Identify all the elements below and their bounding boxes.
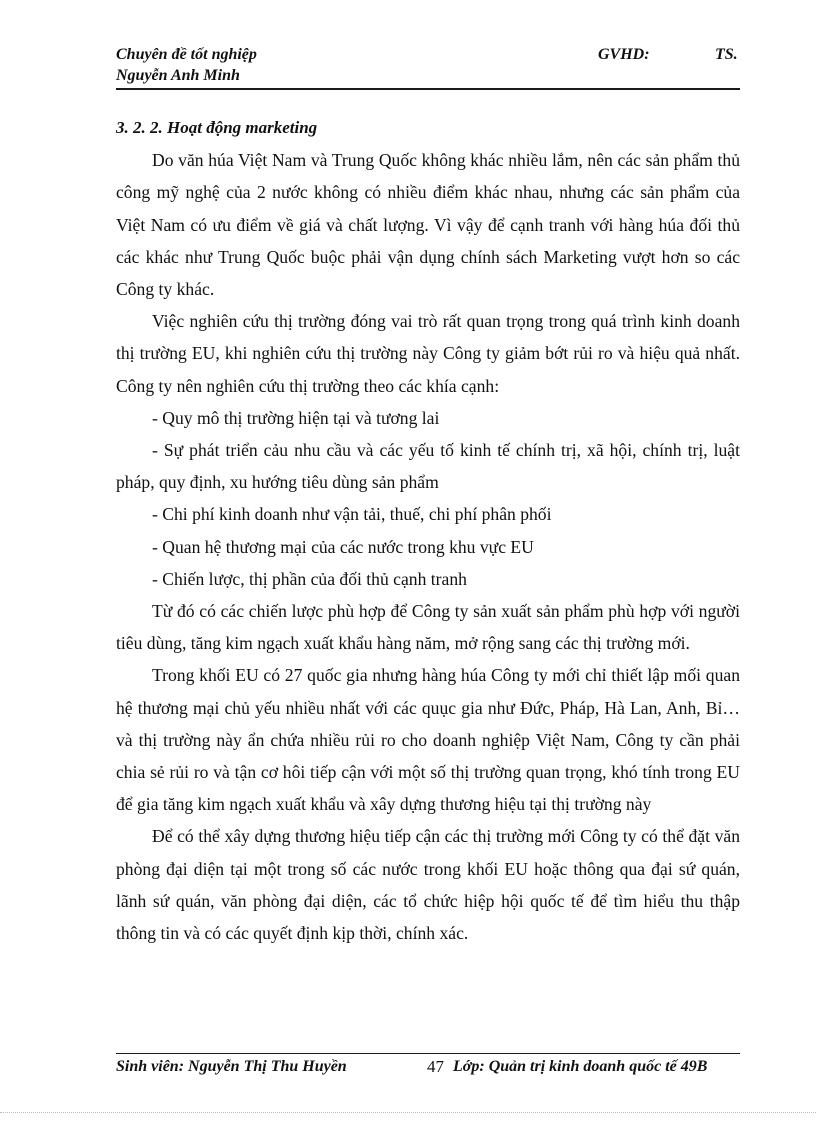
footer-class: Lớp: Quản trị kinh doanh quốc tế 49B — [453, 1058, 708, 1075]
bullet-item: - Chi phí kinh doanh như vận tải, thuế, chi phí phân phối — [152, 504, 552, 525]
header-author: Nguyễn Anh Minh — [116, 67, 240, 84]
paragraph: Việc nghiên cứu thị trường đóng vai trò rất quan trọng trong quá trình kinh doanh thị trường EU, khi nghiên cứu thị trường này Công ty giảm bớt rủi ro và hiệu quả nhất. Công ty nên nghiên cứu thị trường theo các khía cạnh: — [116, 311, 740, 396]
page-footer — [116, 1056, 740, 1078]
header-divider — [116, 88, 740, 90]
header-topic: Chuyên đề tốt nghiệp — [116, 46, 257, 63]
page-body — [116, 112, 740, 949]
header-advisor-label: GVHD: — [598, 46, 650, 63]
page-bottom-border — [0, 1112, 816, 1113]
bullet-item: - Sự phát triển cảu nhu cầu và các yếu tố kinh tế chính trị, xã hội, chính trị, luật pháp, quy định, xu hướng tiêu dùng sản phẩm — [116, 440, 740, 493]
footer-divider — [116, 1053, 740, 1054]
section-title: 3. 2. 2. Hoạt động marketing — [116, 118, 318, 137]
paragraph: Do văn húa Việt Nam và Trung Quốc không khác nhiều lắm, nên các sản phẩm thủ công mỹ nghệ của 2 nước không có nhiều điểm khác nhau, nhưng các sản phẩm của Việt Nam có ưu điểm về giá và chất lượng. Vì vậy để cạnh tranh với hàng húa đối thủ các khác như Trung Quốc buộc phải vận dụng chính sách Marketing vượt hơn so các Công ty khác. — [116, 150, 740, 299]
page-number: 47 — [427, 1057, 444, 1076]
paragraph: Trong khối EU có 27 quốc gia nhưng hàng húa Công ty mới chỉ thiết lập mối quan hệ thương mại chủ yếu nhiều nhất với các quục gia như Đức, Pháp, Hà Lan, Anh, Bỉ…và thị trường này ẩn chứa nhiều rủi ro cho doanh nghiệp Việt Nam, Công ty cần phải chia sẻ rủi ro và tận cơ hôi tiếp cận với một số thị trường quan trọng, khó tính trong EU để gia tăng kim ngạch xuất khẩu và xây dựng thương hiệu tại thị trường này — [116, 665, 740, 815]
bullet-item: - Quy mô thị trường hiện tại và tương lai — [152, 407, 440, 428]
header-row-2 — [116, 65, 740, 86]
bullet-item: - Chiến lược, thị phần của đối thủ cạnh tranh — [152, 568, 467, 589]
page-header — [116, 44, 740, 86]
footer-student: Sinh viên: Nguyễn Thị Thu Huyền — [116, 1058, 347, 1075]
header-row-1 — [116, 44, 740, 65]
paragraph: Để có thể xây dựng thương hiệu tiếp cận các thị trường mới Công ty có thể đặt văn phòng đại diện tại một trong số các nước trong khối EU hoặc thông qua đại sứ quán, lãnh sứ quán, văn phòng đại diện, các tổ chức hiệp hội quốc tế để tìm hiểu thu thập thông tin và có các quyết định kịp thời, chính xác. — [116, 826, 740, 944]
header-advisor-title: TS. — [715, 46, 738, 63]
bullet-item: - Quan hệ thương mại của các nước trong khu vực EU — [152, 536, 534, 557]
paragraph: Từ đó có các chiến lược phù hợp để Công ty sản xuất sản phẩm phù hợp với người tiêu dùng, tăng kim ngạch xuất khẩu hàng năm, mở rộng sang các thị trường mới. — [116, 601, 740, 654]
